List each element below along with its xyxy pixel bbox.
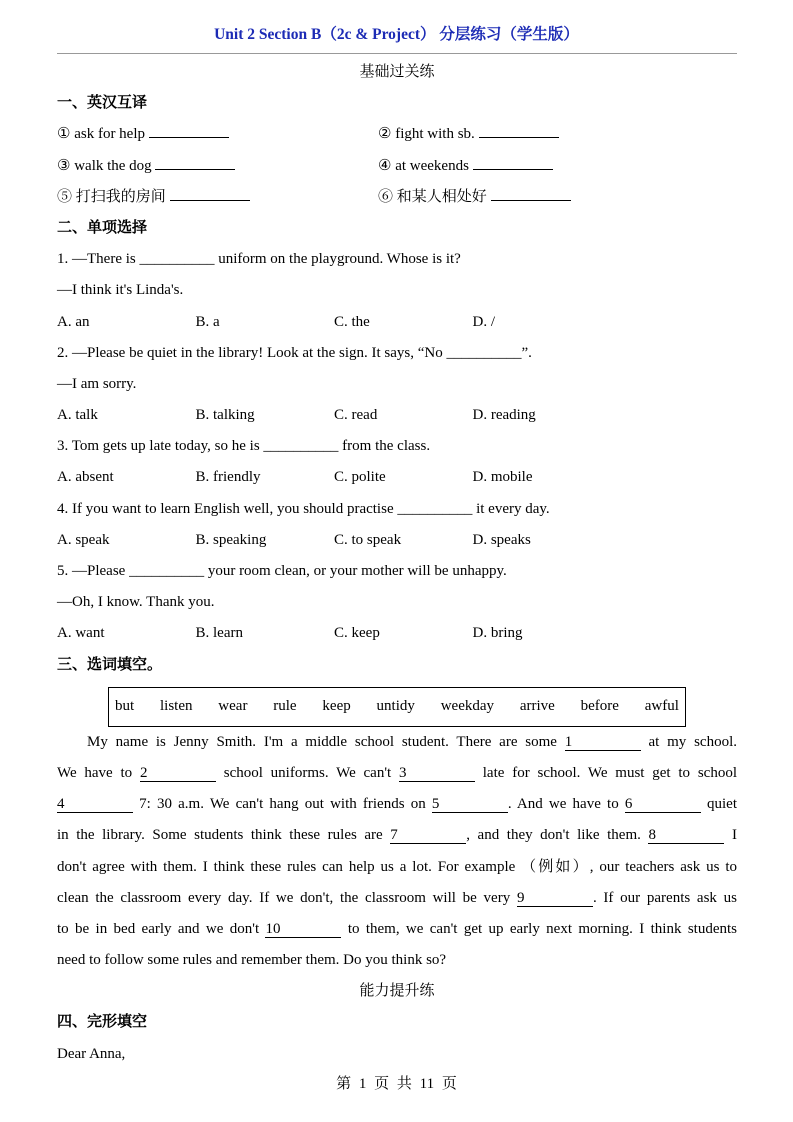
answer-blank[interactable] [155,154,235,170]
letter-greeting: Dear Anna, [57,1045,126,1062]
word-bank-word: keep [322,698,351,715]
passage-text: , and they don't like them. [466,827,649,844]
section-heading-basic: 基础过关练 [359,64,435,80]
answer-blank[interactable] [491,185,571,201]
option[interactable]: B. learn [195,625,243,642]
question-line: —I think it's Linda's. [57,282,184,299]
page-footer: 第 1 页 共 11 页 [336,1076,457,1092]
passage-text: We have to [57,764,140,781]
word-bank-word: awful [644,698,679,715]
option[interactable]: D. bring [472,625,523,642]
passage-text: school uniforms. We can't [215,764,399,781]
word-bank-word: weekday [440,698,495,715]
passage-line [57,789,737,820]
answer-blank[interactable]: 5 [432,796,508,813]
translation-row [57,119,737,150]
word-bank-word: arrive [519,698,555,715]
translation-item [57,119,378,150]
answer-blank[interactable]: 6 [625,796,701,813]
word-bank-word: but [115,698,135,715]
answer-blank[interactable]: 3 [399,765,475,782]
option[interactable]: A. absent [57,469,114,486]
document-body [57,57,737,1070]
passage-text: need to follow some rules and remember them. Do you think so? [57,952,447,969]
passage-line [57,758,737,789]
passage-line [57,883,737,914]
passage-line [57,945,737,976]
translation-item [57,151,378,182]
word-bank-word: listen [159,698,193,715]
part3-heading: 三、选词填空。 [57,656,163,673]
option[interactable]: C. the [334,313,370,330]
part4-heading: 四、完形填空 [57,1014,148,1031]
answer-blank[interactable]: 10 [265,921,341,938]
translation-item [378,151,699,182]
translation-text: ⑤ 打扫我的房间 [57,188,166,205]
passage-line [57,820,737,851]
question-line: 1. —There is __________ uniform on the playground. Whose is it? [57,251,461,268]
section-heading-advanced: 能力提升练 [359,983,435,1000]
translation-item [378,182,699,213]
document-title: Unit 2 Section B（2c & Project） 分层练习（学生版） [214,26,579,43]
option[interactable]: B. a [195,313,220,330]
option[interactable]: B. talking [195,407,255,424]
option[interactable]: B. friendly [195,469,261,486]
option[interactable]: C. to speak [334,531,402,548]
answer-blank[interactable]: 4 [57,796,133,813]
passage-text: to them, we can't get up early next morning. I think students [341,920,737,937]
question-line: 3. Tom gets up late today, so he is __________ from the class. [57,438,431,455]
option[interactable]: D. reading [472,407,536,424]
answer-blank[interactable] [479,122,559,138]
translation-text: ④ at weekends [378,157,469,174]
translation-item [57,182,378,213]
cloze-passage [57,727,737,977]
translation-item [378,119,699,150]
passage-text: . If our parents ask us [592,889,737,906]
question-line: 5. —Please __________ your room clean, or your mother will be unhappy. [57,563,507,579]
option[interactable]: D. mobile [472,469,533,486]
question-line: —Oh, I know. Thank you. [57,594,215,611]
word-bank-word: wear [218,698,248,715]
part2-heading: 二、单项选择 [57,219,148,236]
passage-line [57,727,737,758]
passage-text: in the library. Some students think these rules are [57,827,391,844]
question-line: 2. —Please be quiet in the library! Look at the sign. It says, “No __________”. [57,344,532,361]
option[interactable]: C. polite [334,469,386,486]
word-bank-word: rule [273,698,297,715]
answer-blank[interactable]: 1 [565,734,641,751]
passage-text: clean the classroom every day. If we don't, the classroom will be very [57,889,517,906]
passage-text: late for school. We must get to school [474,764,737,781]
answer-blank[interactable]: 9 [517,890,593,907]
option[interactable]: A. an [57,313,90,330]
passage-text: at my school. [640,733,737,750]
translation-text: ⑥ 和某人相处好 [378,188,487,205]
translation-text: ② fight with sb. [378,126,475,143]
translation-row [57,151,737,182]
option[interactable]: B. speaking [195,531,267,548]
passage-text: I [724,827,738,844]
passage-text: to be in bed early and we don't [57,920,266,937]
option[interactable]: D. speaks [472,531,531,548]
question-line: —I am sorry. [57,375,137,392]
passage-text: . And we have to [507,796,625,813]
options-row [57,618,737,649]
passage-line [57,914,737,945]
option[interactable]: A. want [57,625,105,642]
answer-blank[interactable]: 7 [390,827,466,844]
passage-line [57,852,737,883]
translation-text: ③ walk the dog [57,157,152,174]
answer-blank[interactable]: 8 [648,827,724,844]
options-row [57,462,737,493]
question-line: 4. If you want to learn English well, you should practise __________ it every day. [57,500,550,517]
options-row [57,400,737,431]
word-bank-word: before [580,698,619,715]
word-bank-word: untidy [376,698,415,715]
option[interactable]: A. speak [57,531,110,548]
answer-blank[interactable] [170,185,250,201]
header-divider [57,53,737,54]
passage-text: quiet [700,796,738,813]
answer-blank[interactable]: 2 [140,765,216,782]
option[interactable]: D. / [472,313,495,330]
passage-text: My name is Jenny Smith. I'm a middle school student. There are some [87,733,565,750]
answer-blank[interactable] [149,122,229,138]
options-row [57,307,737,338]
option[interactable]: C. read [334,407,378,424]
answer-blank[interactable] [473,154,553,170]
translation-text: ① ask for help [57,126,146,143]
option[interactable]: C. keep [334,625,380,642]
options-row [57,525,737,556]
translation-row [57,182,737,213]
option[interactable]: A. talk [57,407,98,424]
passage-text: don't agree with them. I think these rules can help us a lot. For example （例如）, our teachers ask us to [57,858,737,875]
passage-text: 7: 30 a.m. We can't hang out with friends on [133,796,432,813]
word-bank [108,687,686,727]
part1-heading: 一、英汉互译 [57,95,148,112]
